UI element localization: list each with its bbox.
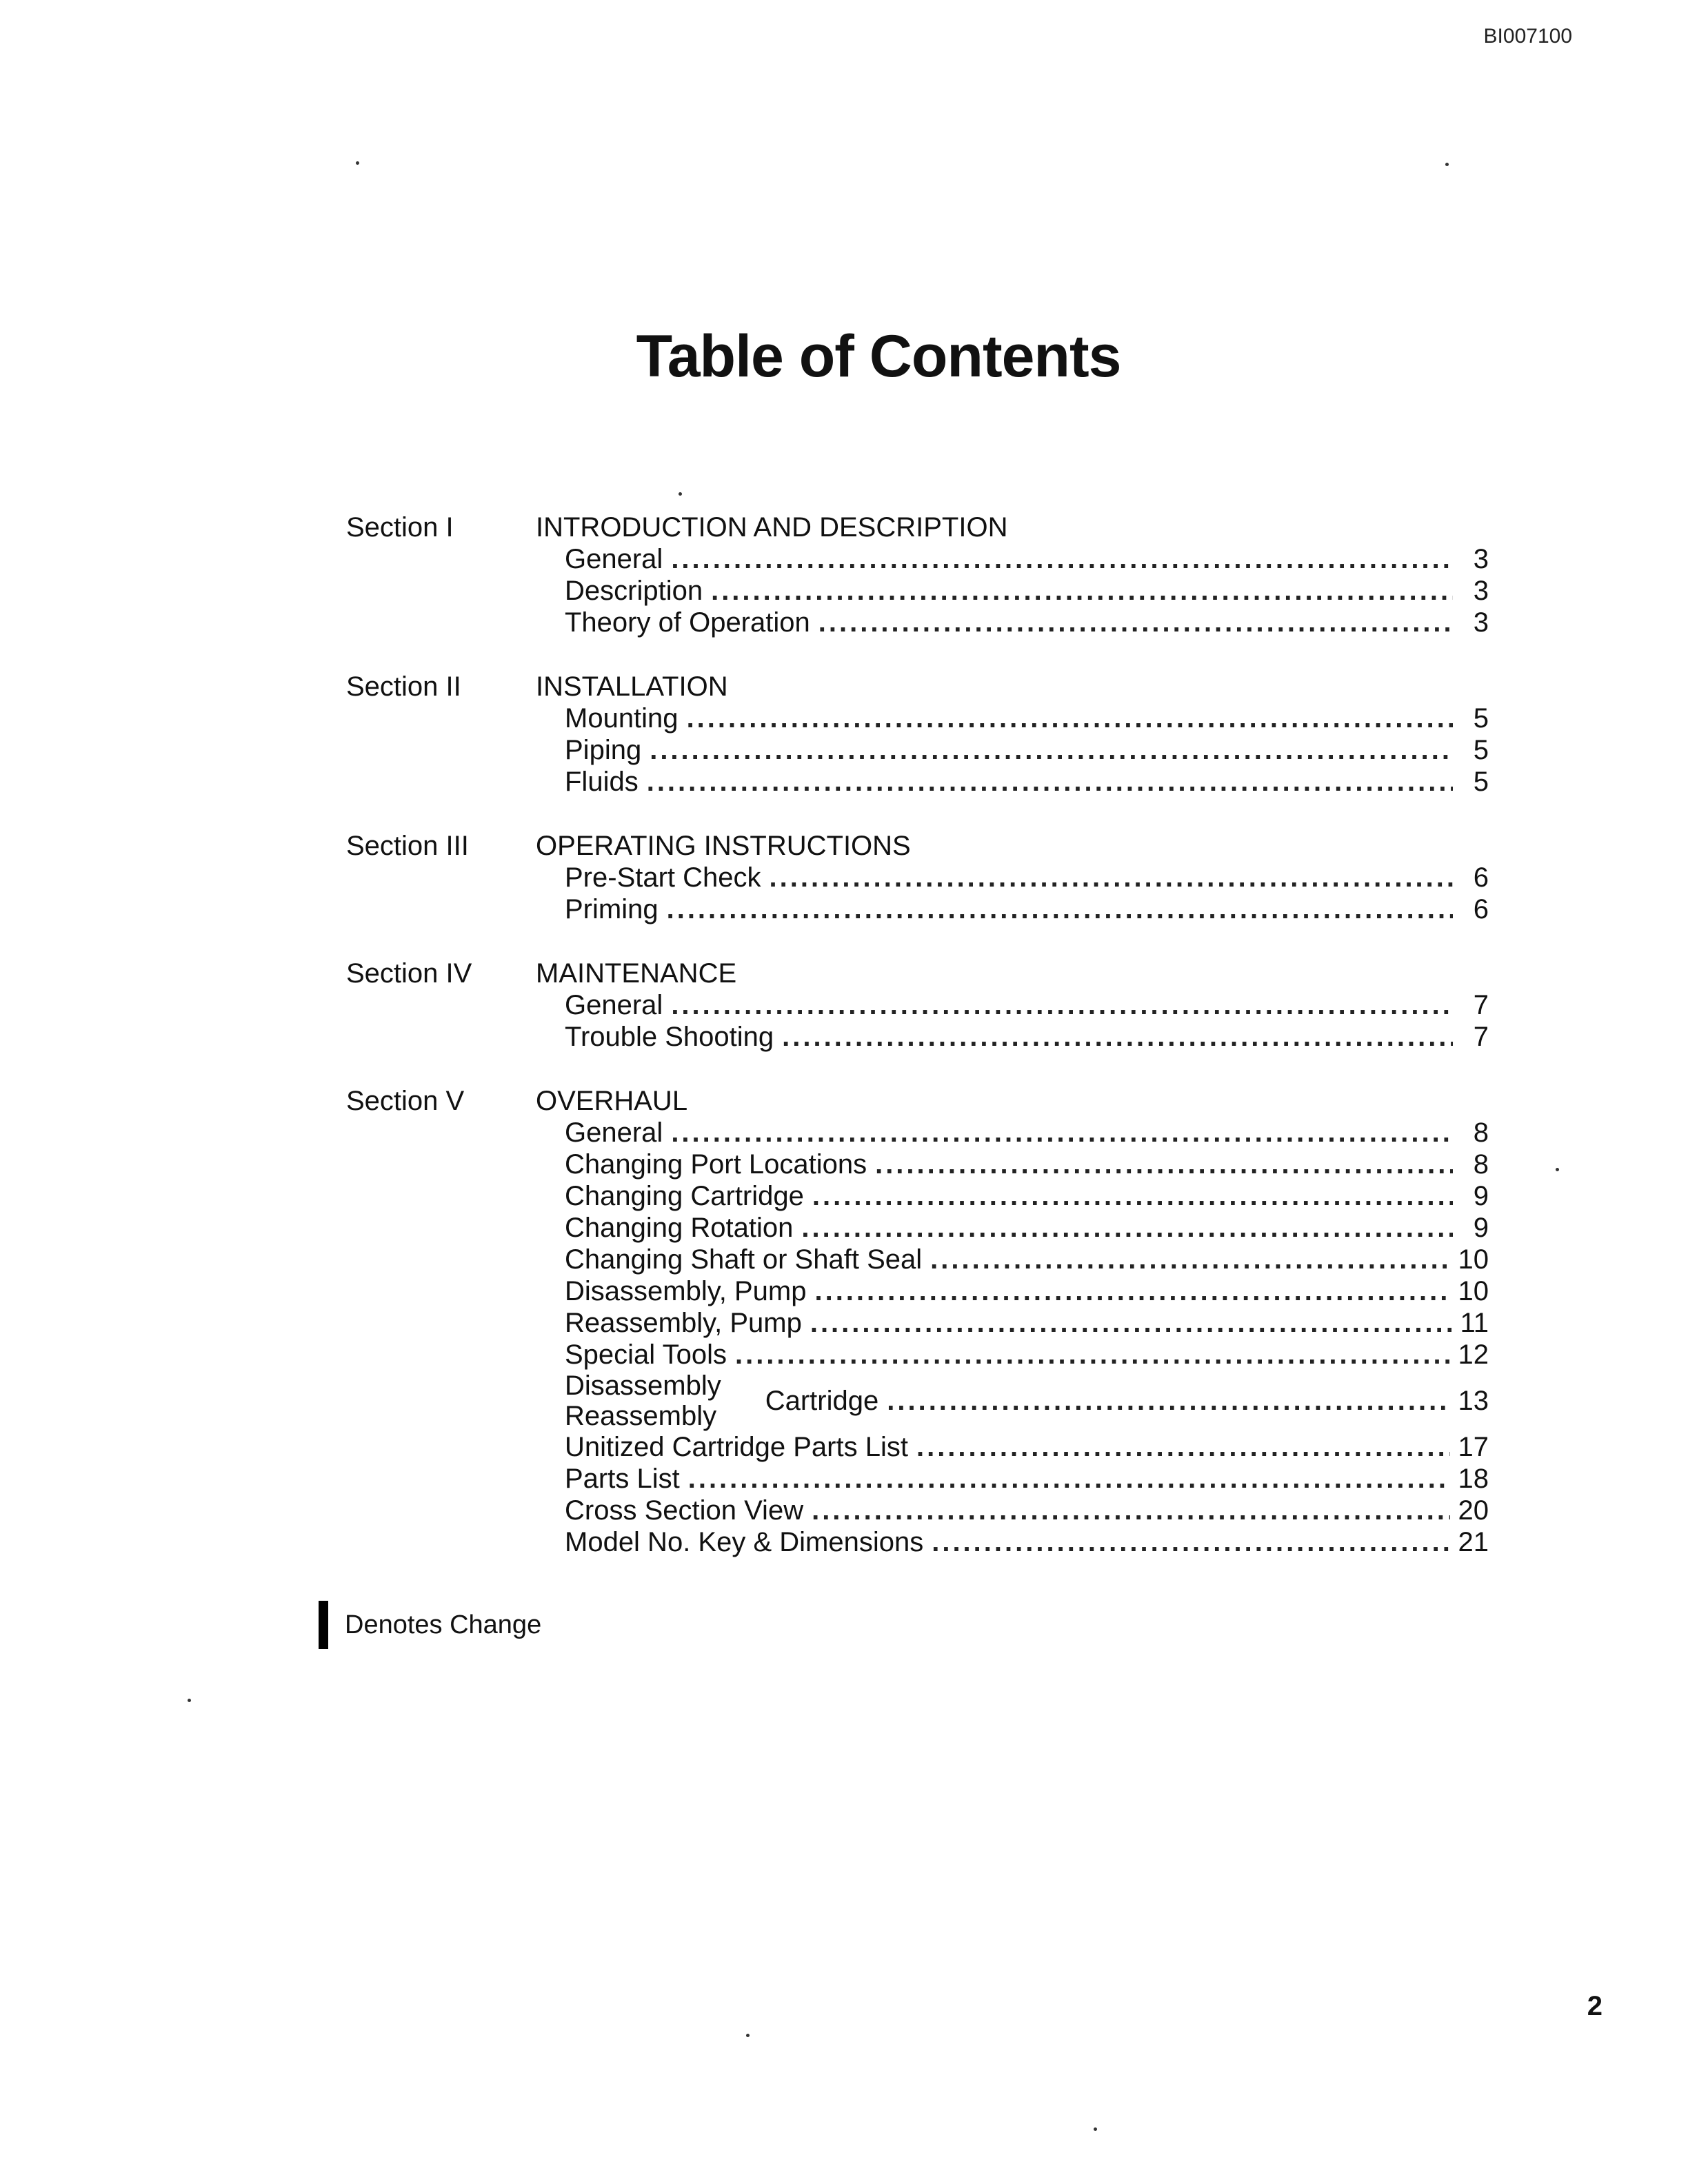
dot-leader bbox=[782, 1021, 1453, 1053]
entry-page: 6 bbox=[1473, 862, 1489, 893]
dot-leader bbox=[770, 862, 1453, 893]
dot-leader bbox=[650, 734, 1453, 766]
scan-speck bbox=[188, 1699, 191, 1702]
entry-page: 5 bbox=[1473, 767, 1489, 797]
dot-leader bbox=[688, 1463, 1450, 1495]
scan-speck bbox=[1445, 163, 1449, 166]
entry-name: Theory of Operation bbox=[565, 607, 810, 638]
dot-leader bbox=[671, 1117, 1453, 1149]
entry-name: Trouble Shooting bbox=[565, 1022, 774, 1052]
entry-page: 20 bbox=[1458, 1495, 1489, 1526]
entry-page: 6 bbox=[1473, 894, 1489, 924]
entry-name: Parts List bbox=[565, 1464, 680, 1494]
dot-leader bbox=[735, 1339, 1450, 1371]
entry-name: Unitized Cartridge Parts List bbox=[565, 1432, 908, 1462]
document-id: BI007100 bbox=[1483, 25, 1572, 48]
section-heading: OPERATING INSTRUCTIONS bbox=[536, 831, 911, 861]
entry-name: General bbox=[565, 544, 663, 574]
entry-name: Changing Shaft or Shaft Seal bbox=[565, 1244, 923, 1275]
toc-entry[interactable] bbox=[565, 1495, 1489, 1526]
entry-page: 7 bbox=[1473, 990, 1489, 1020]
dot-leader bbox=[875, 1149, 1453, 1180]
dot-leader bbox=[887, 1386, 1449, 1416]
entry-page: 8 bbox=[1473, 1149, 1489, 1180]
entry-name: Changing Cartridge bbox=[565, 1181, 804, 1211]
section-heading: INSTALLATION bbox=[536, 671, 728, 702]
section-2 bbox=[346, 671, 1518, 798]
toc-entry[interactable] bbox=[565, 607, 1489, 638]
dot-leader bbox=[812, 1180, 1453, 1212]
entry-page: 3 bbox=[1473, 607, 1489, 638]
page-number: 2 bbox=[1587, 1991, 1602, 2021]
toc-entry[interactable] bbox=[565, 1117, 1489, 1149]
toc-entry[interactable] bbox=[565, 575, 1489, 607]
entry-page: 5 bbox=[1473, 703, 1489, 734]
entry-name-top: Disassembly bbox=[565, 1371, 721, 1401]
entry-name: Description bbox=[565, 576, 703, 606]
scan-speck bbox=[1094, 2127, 1097, 2131]
entry-page: 3 bbox=[1473, 544, 1489, 574]
toc-entry[interactable] bbox=[565, 1463, 1489, 1495]
scan-speck bbox=[1556, 1168, 1559, 1171]
entry-page: 17 bbox=[1458, 1432, 1489, 1462]
toc-entry[interactable] bbox=[565, 1180, 1489, 1212]
entry-page: 10 bbox=[1458, 1244, 1489, 1275]
dot-leader bbox=[812, 1495, 1449, 1526]
section-heading: MAINTENANCE bbox=[536, 958, 737, 989]
section-label: Section V bbox=[346, 1086, 465, 1116]
change-legend bbox=[319, 1601, 541, 1649]
legend-text: Denotes Change bbox=[345, 1610, 542, 1639]
scan-speck bbox=[746, 2034, 750, 2037]
entry-name: Priming bbox=[565, 894, 659, 924]
toc-entry[interactable] bbox=[565, 1526, 1489, 1558]
scan-speck bbox=[679, 492, 682, 496]
toc-entry[interactable] bbox=[565, 543, 1489, 575]
toc-entry[interactable] bbox=[565, 766, 1489, 798]
entry-name: Pre-Start Check bbox=[565, 862, 761, 893]
entry-name: Piping bbox=[565, 735, 642, 765]
entry-page: 3 bbox=[1473, 576, 1489, 606]
toc-entry[interactable] bbox=[565, 862, 1489, 893]
dot-leader bbox=[814, 1275, 1449, 1307]
section-label: Section I bbox=[346, 512, 454, 543]
dot-leader bbox=[930, 1244, 1449, 1275]
section-3 bbox=[346, 830, 1518, 925]
entry-name: General bbox=[565, 1118, 663, 1148]
entry-name: Reassembly, Pump bbox=[565, 1308, 802, 1338]
toc-entry[interactable] bbox=[565, 734, 1489, 766]
entry-page: 13 bbox=[1458, 1386, 1489, 1416]
entry-name: Fluids bbox=[565, 767, 639, 797]
dot-leader bbox=[667, 893, 1453, 925]
scan-speck bbox=[356, 161, 359, 165]
dot-leader bbox=[647, 766, 1453, 798]
table-of-contents bbox=[346, 512, 1518, 1590]
toc-entry[interactable] bbox=[565, 1307, 1489, 1339]
section-label: Section III bbox=[346, 831, 469, 861]
toc-entry[interactable] bbox=[565, 1275, 1489, 1307]
section-label: Section II bbox=[346, 671, 461, 702]
entry-name-bottom: Reassembly bbox=[565, 1401, 717, 1431]
toc-entry[interactable] bbox=[565, 702, 1489, 734]
toc-entry[interactable] bbox=[565, 1371, 1489, 1431]
entry-page: 9 bbox=[1473, 1181, 1489, 1211]
toc-entry[interactable] bbox=[565, 1149, 1489, 1180]
toc-entry[interactable] bbox=[565, 1244, 1489, 1275]
entry-page: 18 bbox=[1458, 1464, 1489, 1494]
entry-page: 21 bbox=[1458, 1527, 1489, 1557]
dot-leader bbox=[818, 607, 1453, 638]
entry-name: General bbox=[565, 990, 663, 1020]
section-5 bbox=[346, 1085, 1518, 1558]
dot-leader bbox=[801, 1212, 1453, 1244]
entry-name: Changing Port Locations bbox=[565, 1149, 867, 1180]
dot-leader bbox=[916, 1431, 1450, 1463]
section-label: Section IV bbox=[346, 958, 472, 989]
section-heading: OVERHAUL bbox=[536, 1086, 688, 1116]
entry-name: Disassembly, Pump bbox=[565, 1276, 807, 1306]
entry-page: 9 bbox=[1473, 1213, 1489, 1243]
section-1 bbox=[346, 512, 1518, 638]
section-4 bbox=[346, 958, 1518, 1053]
change-bar-icon bbox=[319, 1601, 328, 1649]
dot-leader bbox=[711, 575, 1453, 607]
entry-name: Mounting bbox=[565, 703, 679, 734]
toc-entry[interactable] bbox=[565, 1431, 1489, 1463]
entry-name: Model No. Key & Dimensions bbox=[565, 1527, 924, 1557]
entry-name-stack bbox=[565, 1371, 721, 1431]
entry-name: Special Tools bbox=[565, 1339, 727, 1370]
toc-entry[interactable] bbox=[565, 989, 1489, 1021]
entry-name: Cross Section View bbox=[565, 1495, 804, 1526]
toc-entry[interactable] bbox=[565, 1339, 1489, 1371]
toc-entry[interactable] bbox=[565, 893, 1489, 925]
entry-name-suffix: Cartridge bbox=[765, 1386, 879, 1416]
page-title: Table of Contents bbox=[636, 323, 1121, 390]
dot-leader bbox=[932, 1526, 1449, 1558]
entry-page: 7 bbox=[1473, 1022, 1489, 1052]
dot-leader bbox=[671, 989, 1453, 1021]
section-heading: INTRODUCTION AND DESCRIPTION bbox=[536, 512, 1008, 543]
dot-leader bbox=[810, 1307, 1452, 1339]
entry-page: 12 bbox=[1458, 1339, 1489, 1370]
entry-page: 5 bbox=[1473, 735, 1489, 765]
dot-leader bbox=[687, 702, 1453, 734]
entry-page: 8 bbox=[1473, 1118, 1489, 1148]
toc-entry[interactable] bbox=[565, 1021, 1489, 1053]
entry-page: 11 bbox=[1460, 1308, 1489, 1338]
dot-leader bbox=[671, 543, 1453, 575]
entry-page: 10 bbox=[1458, 1276, 1489, 1306]
toc-entry[interactable] bbox=[565, 1212, 1489, 1244]
entry-name: Changing Rotation bbox=[565, 1213, 794, 1243]
